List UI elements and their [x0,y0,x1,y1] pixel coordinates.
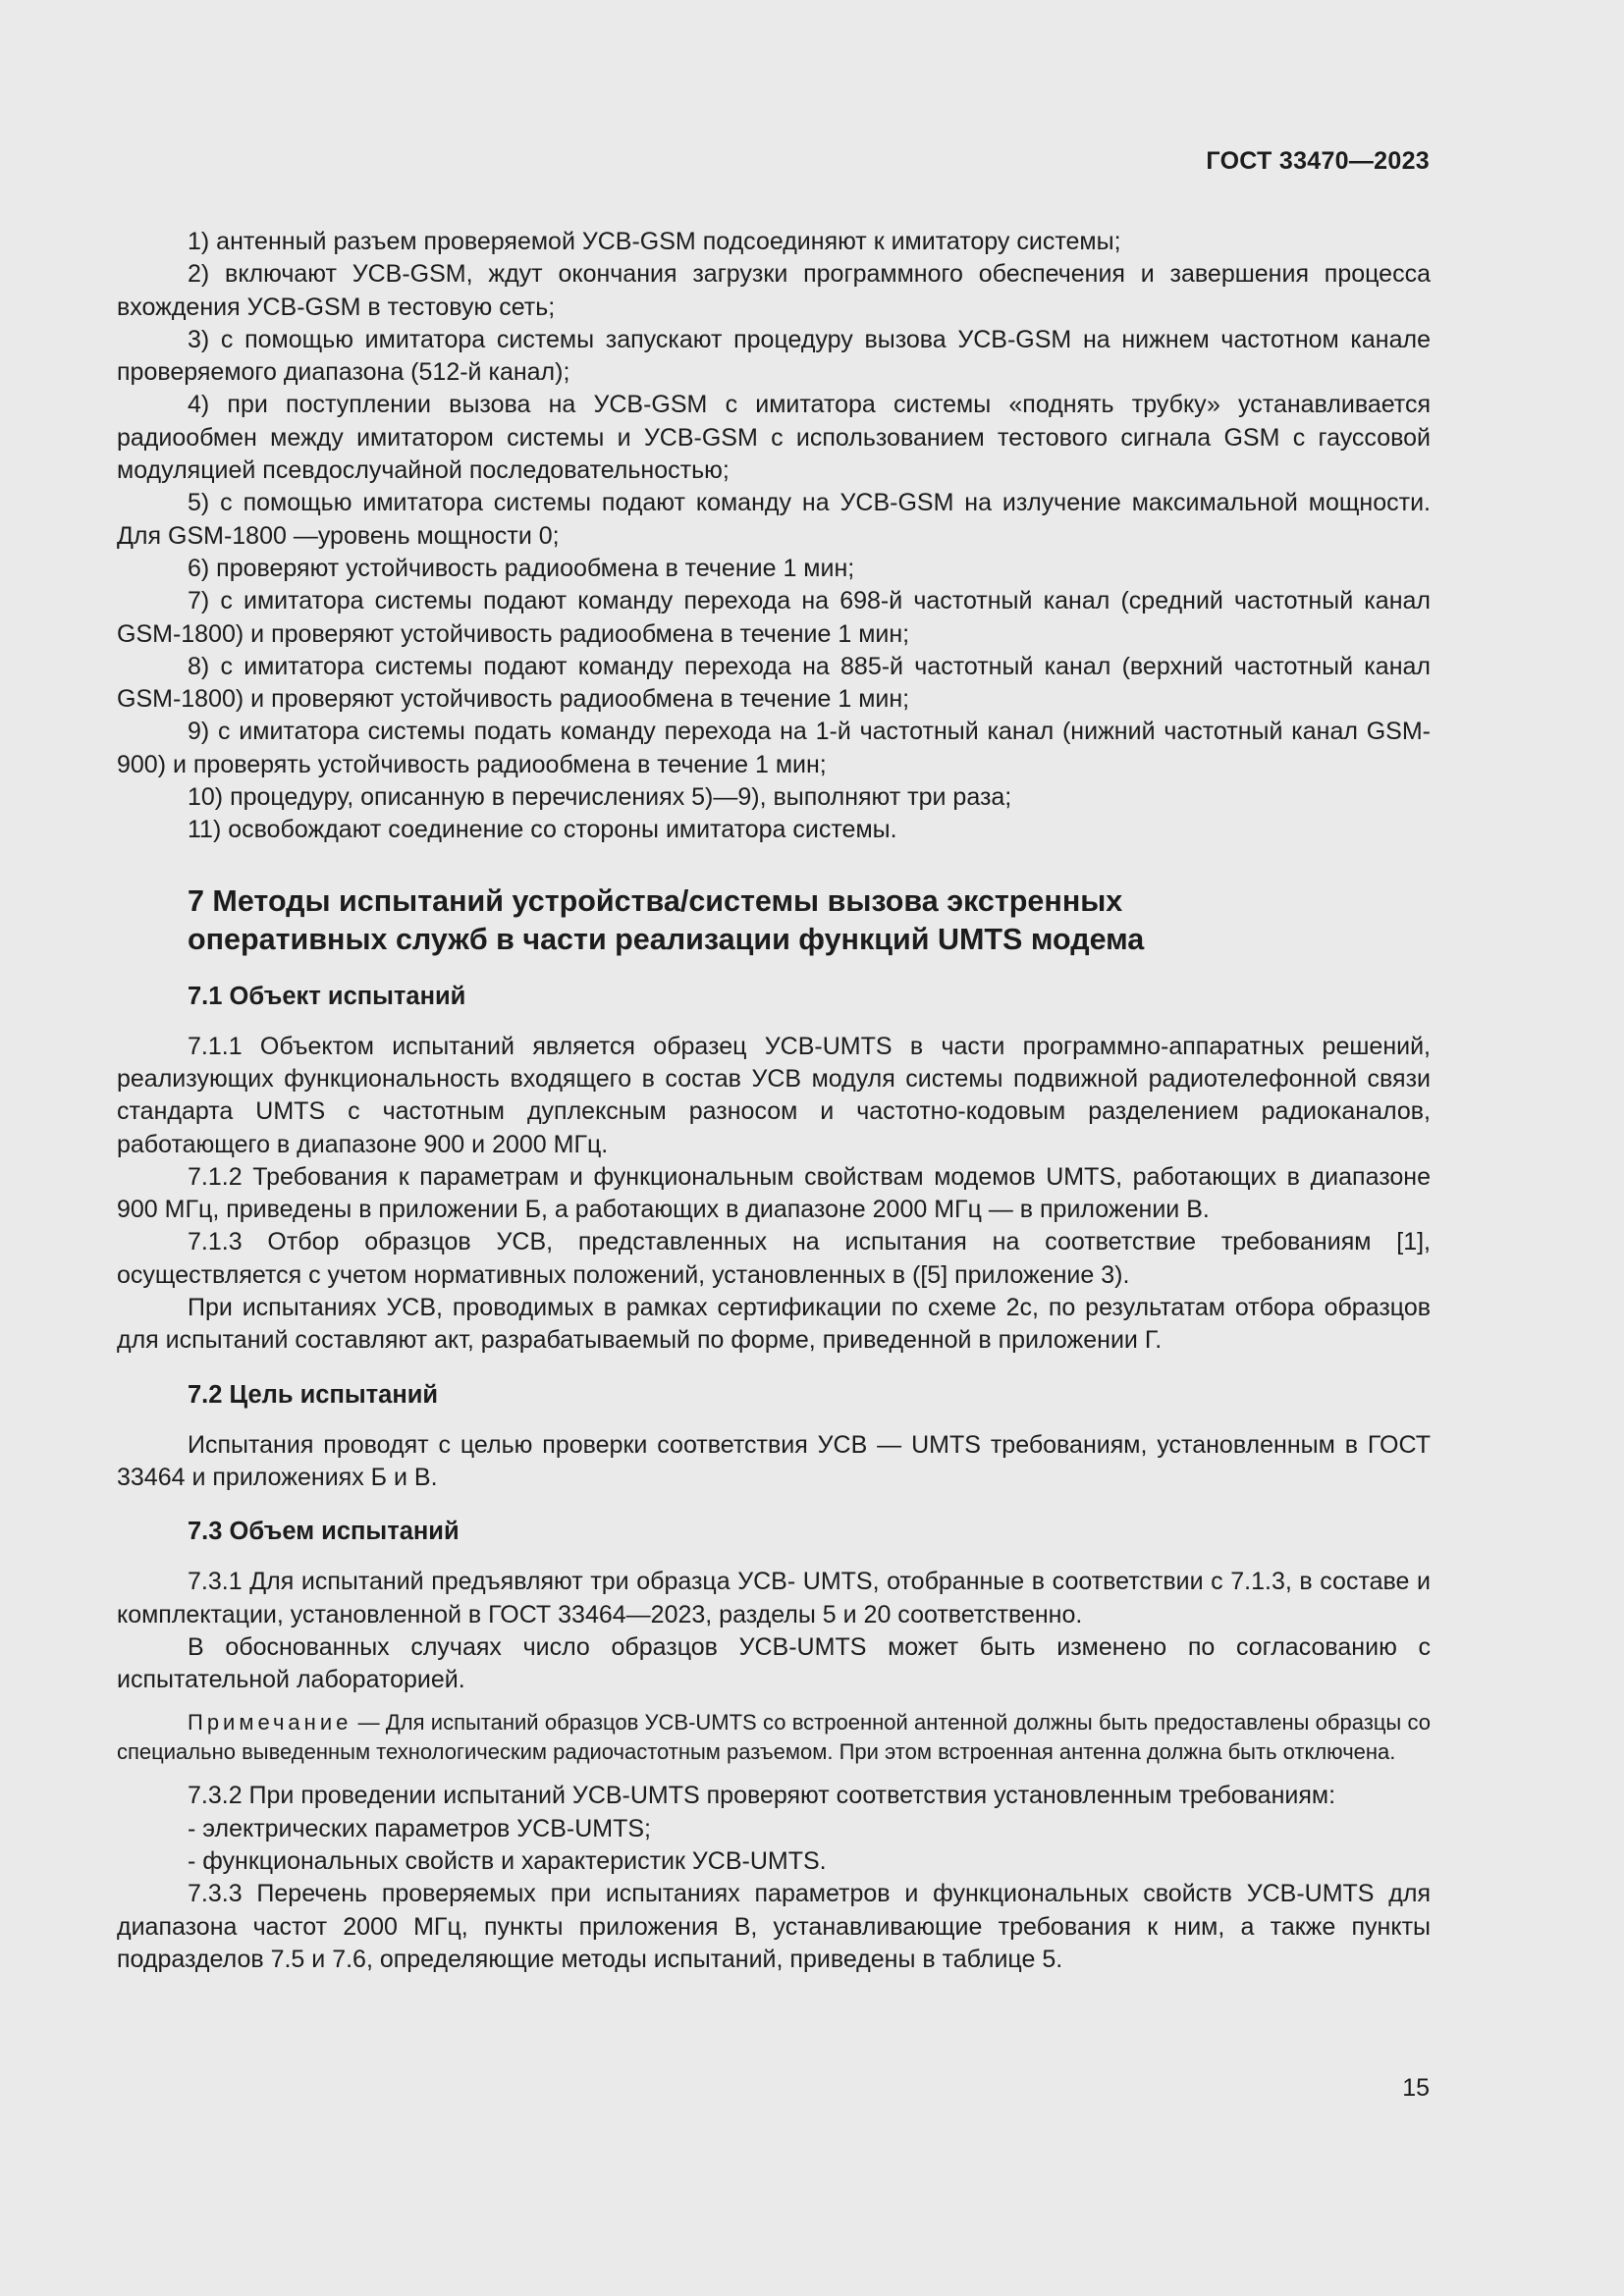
subsection-7-3-title: 7.3 Объем испытаний [188,1518,460,1546]
paragraph-7-1-3: 7.1.3 Отбор образцов УСВ, представленных на испытания на соответствие требованиям [1], осуществляется с учетом нормативных положений, установленных в ([5] приложение 3). [117,1228,1431,1289]
paragraph-7-1-1: 7.1.1 Объектом испытаний является образец УСВ-UMTS в части программно-аппаратных решений, реализующих функциональность входящего в состав УСВ модуля системы подвижной радиотелефонной связи стандарта UMTS с частотным дуплексным разносом и частотно-кодовым разделением радиоканалов, работающего в диапазоне 900 и 2000 МГц. [117,1032,1431,1158]
dash-item: - электрических параметров УСВ-UMTS; [188,1814,651,1842]
paragraph-7-1-4: При испытаниях УСВ, проводимых в рамках сертификации по схеме 2с, по результатам отбора образцов для испытаний составляют акт, разрабатываемый по форме, приведенной в приложении Г. [117,1294,1431,1355]
section-7-heading [117,882,1431,959]
list-item: 5) с помощью имитатора системы подают команду на УСВ-GSM на излучение максимальной мощности. Для GSM-1800 —уровень мощности 0; [117,489,1431,550]
list-item: 8) с имитатора системы подают команду перехода на 885-й частотный канал (верхний частотный канал GSM-1800) и проверяют устойчивость радиообмена в течение 1 мин; [117,652,1431,714]
paragraph-7-3-1: 7.3.1 Для испытаний предъявляют три образца УСВ- UMTS, отобранные в соответствии с 7.1.3, в составе и комплектации, установленной в ГОСТ 33464—2023, разделы 5 и 20 соответственно. [117,1568,1431,1629]
paragraph-7-1-2: 7.1.2 Требования к параметрам и функциональным свойствам модемов UMTS, работающих в диапазоне 900 МГц, приведены в приложении Б, а работающих в диапазоне 2000 МГц — в приложении В. [117,1162,1431,1224]
note-text: — Для испытаний образцов УСВ-UMTS со встроенной антенной должны быть предоставлены образцы со специально выведенным технологическим радиочастотным разъемом. При этом встроенная антенна должна быть отключена. [117,1710,1431,1764]
note-label: Примечание [188,1710,352,1735]
paragraph-7-3-1-b: В обоснованных случаях число образцов УСВ-UMTS может быть изменено по согласованию с испытательной лабораторией. [117,1632,1431,1694]
list-item: 10) процедуру, описанную в перечислениях 5)—9), выполняют три раза; [188,783,1012,812]
paragraph-7-3-3: 7.3.3 Перечень проверяемых при испытаниях параметров и функциональных свойств УСВ-UMTS для диапазона частот 2000 МГц, пункты приложения В, устанавливающие требования к ним, а также пункты подразделов 7.5 и 7.6, определяющие методы испытаний, приведены в таблице 5. [117,1880,1431,1973]
subsection-7-1-title: 7.1 Объект испытаний [188,982,466,1010]
list-item: 4) при поступлении вызова на УСВ-GSM с имитатора системы «поднять трубку» устанавливается радиообмен между имитатором системы и УСВ-GSM с использованием тестового сигнала GSM с гауссовой модуляцией псевдослучайной последовательностью; [117,391,1431,485]
dash-item: - функциональных свойств и характеристик УСВ-UMTS. [188,1846,827,1875]
paragraph-7-3-2: 7.3.2 При проведении испытаний УСВ-UMTS проверяют соответствия установленным требованиям: [188,1782,1336,1810]
list-item: 2) включают УСВ-GSM, ждут окончания загрузки программного обеспечения и завершения процесса вхождения УСВ-GSM в тестовую сеть; [117,260,1431,321]
page-content [117,226,1431,1976]
section-7-heading-line-2: оперативных служб в части реализации функций UMTS модема [188,922,1145,956]
note-block [117,1708,1431,1766]
list-item: 6) проверяют устойчивость радиообмена в течение 1 мин; [188,554,855,582]
page-number: 15 [1402,2074,1430,2102]
list-item: 3) с помощью имитатора системы запускают процедуру вызова УСВ-GSM на нижнем частотном канале проверяемого диапазона (512-й канал); [117,325,1431,387]
subsection-7-2-title: 7.2 Цель испытаний [188,1380,439,1409]
list-item: 7) с имитатора системы подают команду перехода на 698-й частотный канал (средний частотный канал GSM-1800) и проверяют устойчивость радиообмена в течение 1 мин; [117,587,1431,648]
document-code-header: ГОСТ 33470—2023 [1206,147,1430,175]
paragraph-7-2: Испытания проводят с целью проверки соответствия УСВ — UMTS требованиям, установленным в ГОСТ 33464 и приложениях Б и В. [117,1430,1431,1491]
section-7-heading-line-1: 7 Методы испытаний устройства/системы вызова экстренных [188,883,1123,918]
list-item: 11) освобождают соединение со стороны имитатора системы. [188,816,897,844]
list-item: 1) антенный разъем проверяемой УСВ-GSM подсоединяют к имитатору системы; [188,228,1121,255]
procedure-list [117,226,1431,847]
list-item: 9) с имитатора системы подать команду перехода на 1-й частотный канал (нижний частотный канал GSM-900) и проверять устойчивость радиообмена в течение 1 мин; [117,718,1431,778]
